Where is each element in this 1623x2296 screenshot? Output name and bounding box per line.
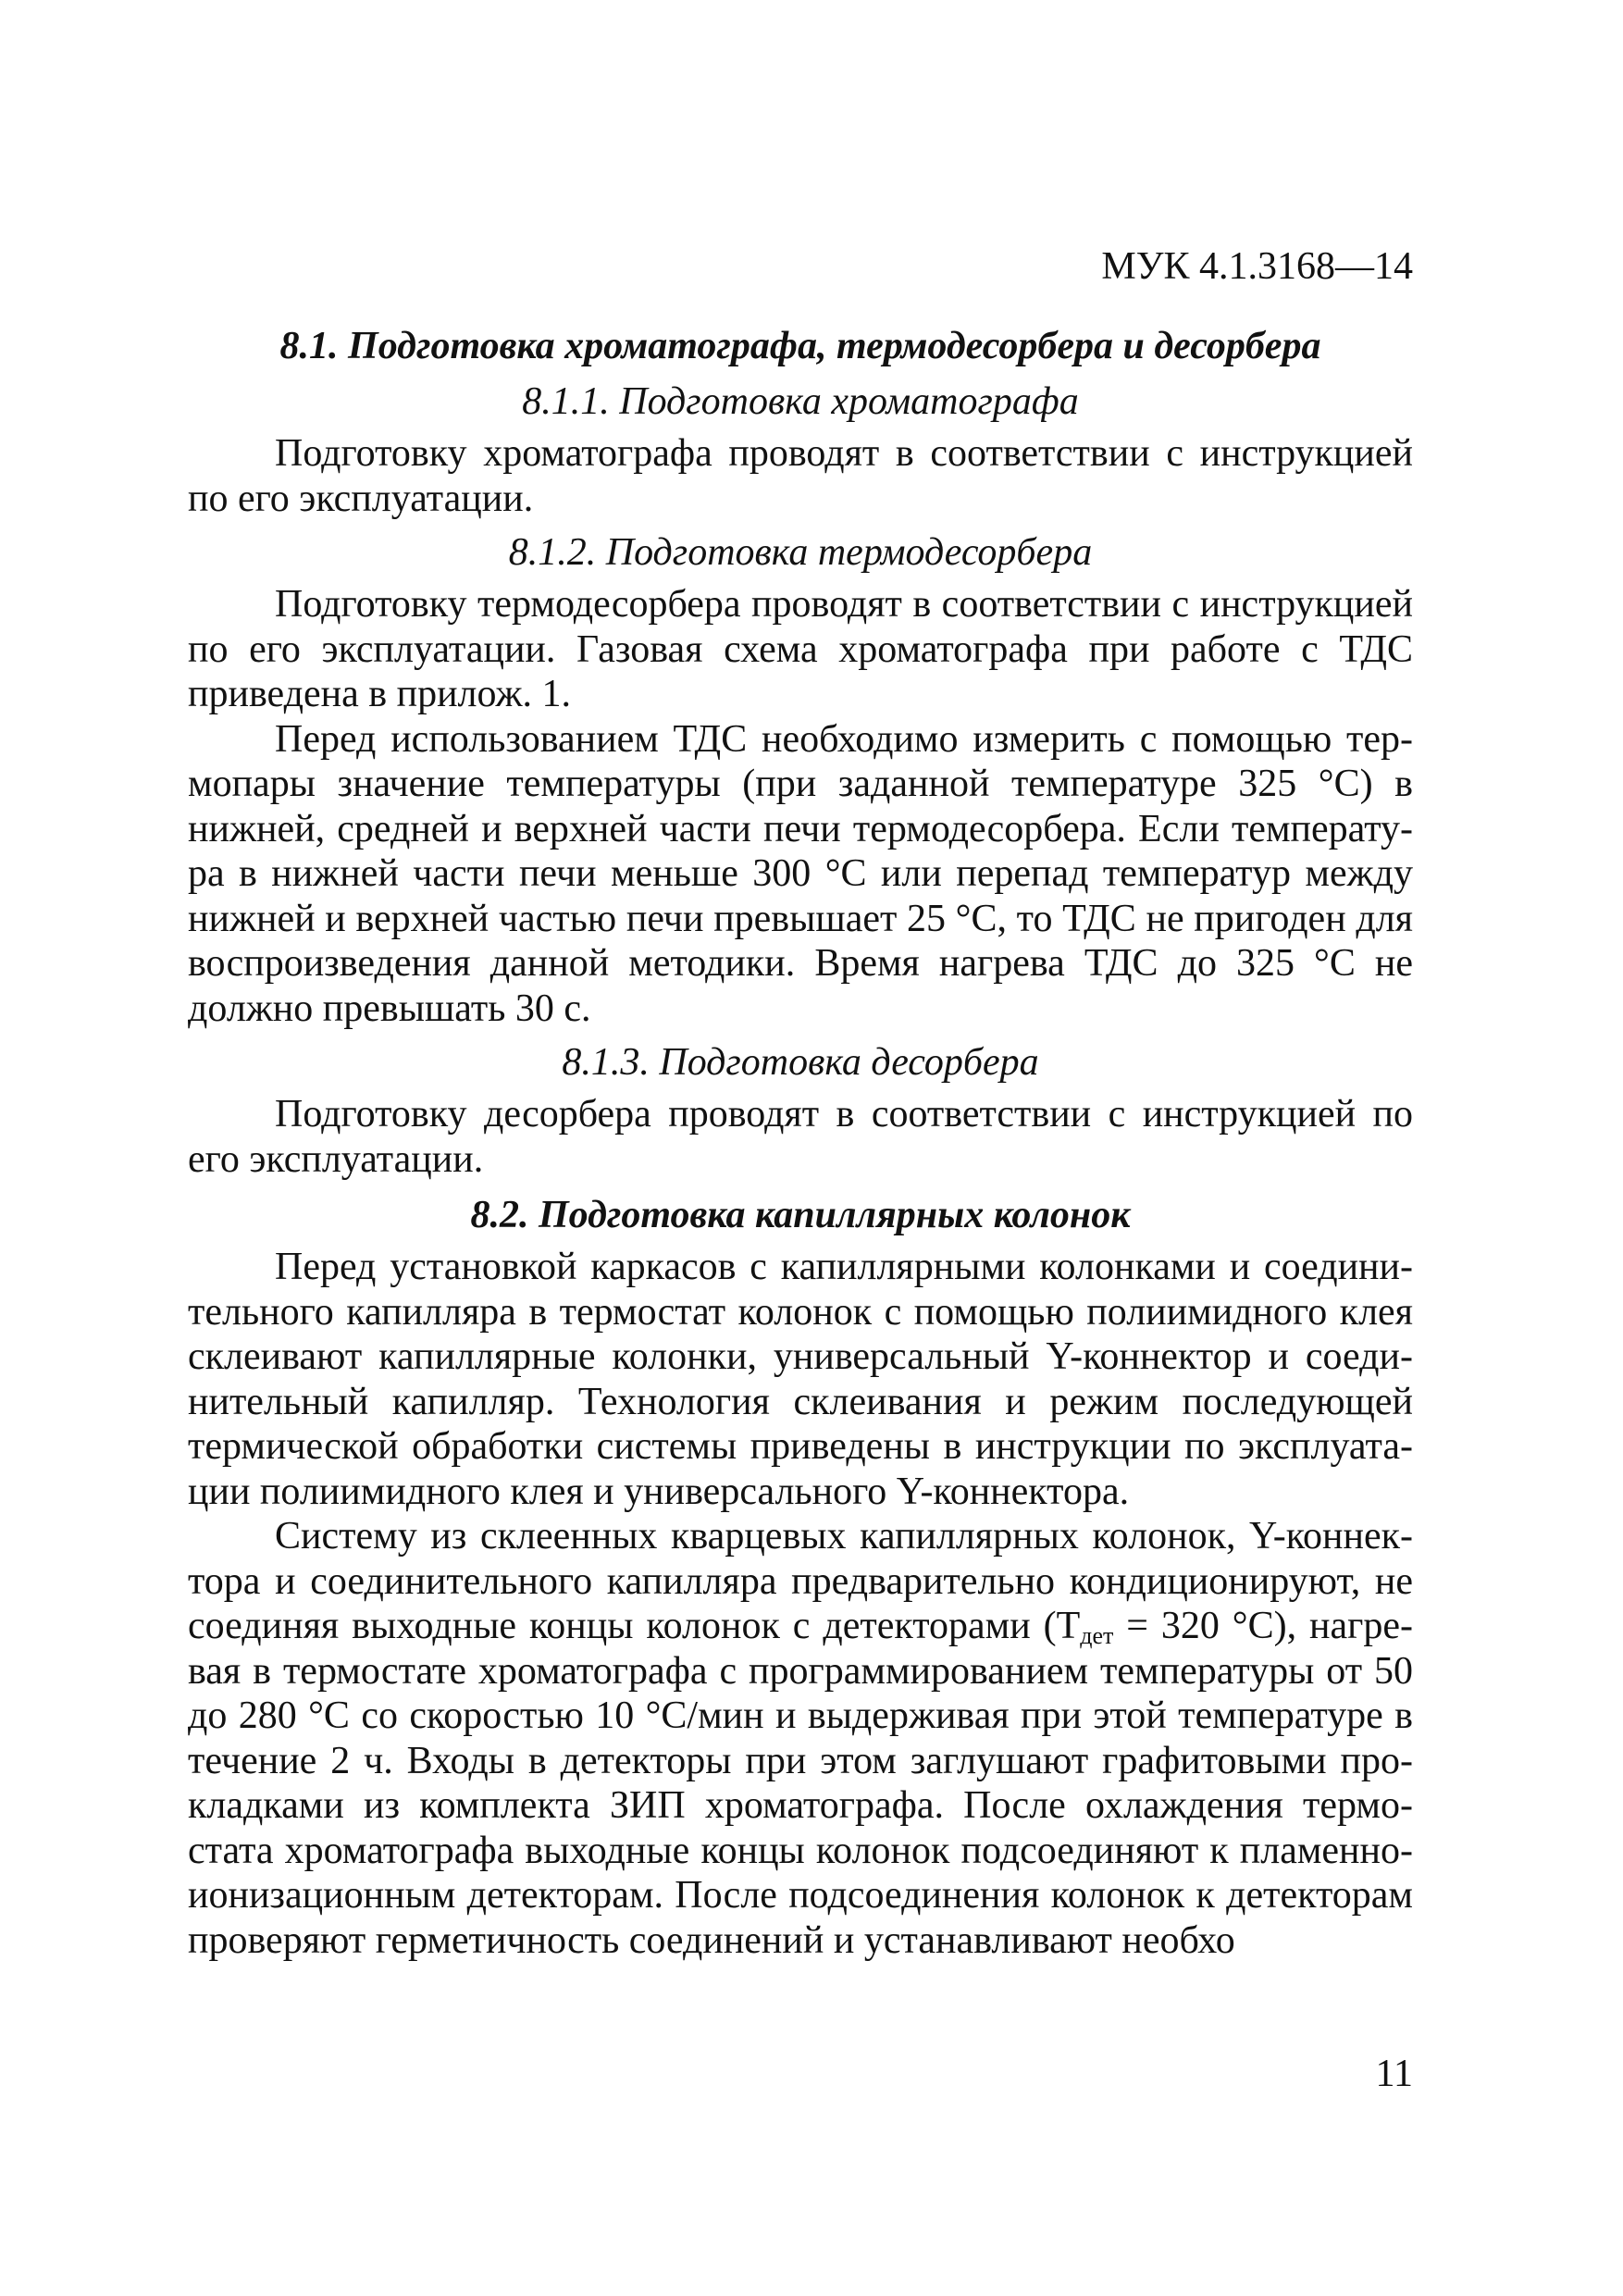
page-number: 11 xyxy=(1375,2053,1413,2095)
paragraph-8-2-first: Перед установкой каркасов с капиллярными колонками и соединительного капилляра в термостат колонок с помощью полиимидного клея склеивают капиллярные колонки, универсальный Y-коннектор и соединительный капилляр. Технология склеивания и режим последующей термической обработки системы приведены в инструкции по эксплуатации полиимидного клея и универсального Y-коннектора. xyxy=(188,1246,1413,1513)
paragraph-8-2-second xyxy=(188,1514,1413,1963)
paragraph-8-1-1: Подготовку хроматографа проводят в соответствии с инструкцией по его эксплуатации. xyxy=(188,432,1413,520)
paragraph-8-2-second-part-a: Систему из склеенных кварцевых капиллярных колонок, Y-коннектора и соединительного капилляра предварительно кондиционируют, не соединяя выходные концы колонок с детекторами (Т xyxy=(188,1515,1413,1647)
subsection-title-8-1-1: 8.1.1. Подготовка хроматографа xyxy=(522,380,1079,423)
paragraph-8-1-3: Подготовку десорбера проводят в соответствии с инструкцией по его эксплуатации. xyxy=(188,1093,1413,1181)
subscript-det: дет xyxy=(1080,1622,1114,1649)
paragraph-8-1-2-second: Перед использованием ТДС необходимо измерить с помощью термопары значение температуры (при заданной температуре 325 °С) в нижней, средней и верхней части печи термодесорбера. Если температура в нижней части печи меньше 300 °С или перепад температур между нижней и верхней частью печи превышает 25 °С, то ТДС не пригоден для воспроизведения данной методики. Время нагрева ТДС до 325 °С не должно превышать 30 с. xyxy=(188,717,1413,1030)
section-title-8-1: 8.1. Подготовка хроматографа, термодесорбера и десорбера xyxy=(279,325,1321,367)
document-code: МУК 4.1.3168—14 xyxy=(1101,245,1413,288)
page-content xyxy=(188,242,1413,1963)
paragraph-8-1-2-first: Подготовку термодесорбера проводят в соответствии с инструкцией по его эксплуатации. Газовая схема хроматографа при работе с ТДС приведена в прилож. 1. xyxy=(188,583,1413,715)
paragraph-8-2-second-part-b: = 320 °С), нагревая в термостате хроматографа с программированием температуры от 50 до 280 °С со скоростью 10 °С/мин и выдерживая при этой температуре в течение 2 ч. Входы в детекторы при этом заглушают графитовыми прокладками из комплекта ЗИП хроматографа. После охлаждения термостата хроматографа выходные концы колонок подсоединяют к пламенно-ионизационным детекторам. После подсоединения колонок к детекторам проверяют герметичность соединений и устанавливают необхо xyxy=(188,1605,1413,1962)
subsection-title-8-1-3: 8.1.3. Подготовка десорбера xyxy=(562,1041,1039,1084)
section-title-8-2: 8.2. Подготовка капиллярных колонок xyxy=(470,1194,1131,1236)
subsection-title-8-1-2: 8.1.2. Подготовка термодесорбера xyxy=(508,531,1093,574)
